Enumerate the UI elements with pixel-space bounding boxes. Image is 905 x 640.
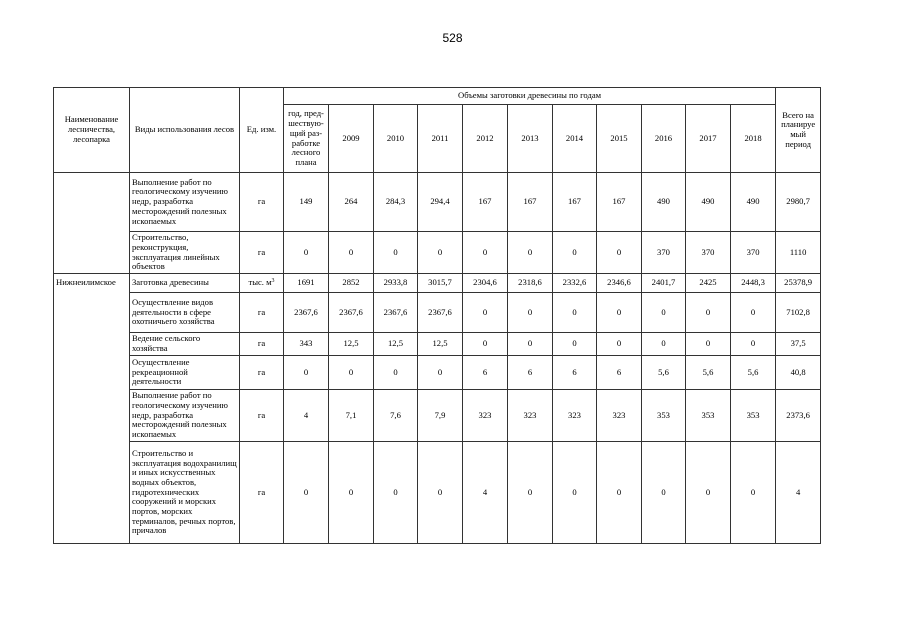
value-cell: 2346,6: [597, 274, 642, 293]
value-cell: 2304,6: [463, 274, 508, 293]
header-year: 2012: [463, 105, 508, 173]
value-cell: 2367,6: [418, 293, 463, 333]
value-cell: 2425: [686, 274, 731, 293]
page-number: 528: [442, 31, 463, 45]
value-cell: 264: [329, 173, 374, 232]
kind-cell: Выполнение работ по геологическому изучению недр, разработка месторождений полезных ископаемых: [130, 173, 240, 232]
value-cell: 323: [463, 390, 508, 442]
kind-cell: Строительство, реконструкция, эксплуатация линейных объектов: [130, 232, 240, 274]
value-cell: 0: [508, 333, 553, 356]
value-cell: 490: [642, 173, 686, 232]
value-cell: 2367,6: [284, 293, 329, 333]
unit-cell: га: [240, 442, 284, 544]
value-cell: 0: [508, 293, 553, 333]
value-cell: 0: [553, 293, 597, 333]
value-cell: 167: [597, 173, 642, 232]
value-cell: 0: [731, 442, 776, 544]
forestry-cell: [54, 333, 130, 356]
value-cell: 5,6: [686, 356, 731, 390]
value-cell: 0: [686, 442, 731, 544]
total-cell: 40,8: [776, 356, 821, 390]
value-cell: 0: [374, 356, 418, 390]
value-cell: 2318,6: [508, 274, 553, 293]
value-cell: 2852: [329, 274, 374, 293]
kind-cell: Выполнение работ по геологическому изучению недр, разработка месторождений полезных ископаемых: [130, 390, 240, 442]
value-cell: 6: [508, 356, 553, 390]
unit-cell: га: [240, 390, 284, 442]
header-year: 2017: [686, 105, 731, 173]
value-cell: 353: [642, 390, 686, 442]
value-cell: 149: [284, 173, 329, 232]
header-year: 2013: [508, 105, 553, 173]
value-cell: 0: [418, 442, 463, 544]
value-cell: 7,1: [329, 390, 374, 442]
value-cell: 0: [284, 356, 329, 390]
value-cell: 0: [418, 232, 463, 274]
value-cell: 0: [731, 293, 776, 333]
value-cell: 0: [731, 333, 776, 356]
value-cell: 0: [329, 356, 374, 390]
forestry-cell: Нижнеилимское: [54, 274, 130, 293]
forestry-cell: [54, 293, 130, 333]
forestry-cell: [54, 442, 130, 544]
total-cell: 7102,8: [776, 293, 821, 333]
value-cell: 370: [686, 232, 731, 274]
header-year: 2016: [642, 105, 686, 173]
table-row: [54, 333, 821, 356]
value-cell: 0: [553, 333, 597, 356]
value-cell: 0: [597, 293, 642, 333]
table-row: [54, 173, 821, 232]
value-cell: 2933,8: [374, 274, 418, 293]
total-cell: 2980,7: [776, 173, 821, 232]
value-cell: 0: [463, 333, 508, 356]
value-cell: 2332,6: [553, 274, 597, 293]
value-cell: 0: [553, 232, 597, 274]
value-cell: 353: [731, 390, 776, 442]
value-cell: 167: [553, 173, 597, 232]
unit-cell: [240, 274, 284, 293]
value-cell: 6: [463, 356, 508, 390]
value-cell: 0: [284, 442, 329, 544]
value-cell: 0: [642, 333, 686, 356]
value-cell: 167: [463, 173, 508, 232]
value-cell: 353: [686, 390, 731, 442]
value-cell: 2448,3: [731, 274, 776, 293]
unit-cell: га: [240, 232, 284, 274]
value-cell: 0: [374, 232, 418, 274]
header-year: 2015: [597, 105, 642, 173]
header-prev-year: год, пред-шествую-щий раз-работке лесного плана: [284, 105, 329, 173]
value-cell: 323: [508, 390, 553, 442]
header-volumes-group: Объемы заготовки древесины по годам: [284, 88, 776, 105]
table-row: [54, 293, 821, 333]
table-row: [54, 390, 821, 442]
value-cell: 370: [642, 232, 686, 274]
value-cell: 0: [553, 442, 597, 544]
table-row: [54, 442, 821, 544]
value-cell: 0: [597, 232, 642, 274]
value-cell: 490: [686, 173, 731, 232]
value-cell: 0: [284, 232, 329, 274]
value-cell: 6: [553, 356, 597, 390]
unit-cell: га: [240, 173, 284, 232]
value-cell: 4: [284, 390, 329, 442]
unit-cell: га: [240, 333, 284, 356]
value-cell: 0: [597, 442, 642, 544]
total-cell: 1110: [776, 232, 821, 274]
kind-cell: Осуществление видов деятельности в сфере охотничьего хозяйства: [130, 293, 240, 333]
value-cell: 2367,6: [374, 293, 418, 333]
value-cell: 323: [553, 390, 597, 442]
value-cell: 5,6: [731, 356, 776, 390]
value-cell: 343: [284, 333, 329, 356]
kind-cell: Ведение сельского хозяйства: [130, 333, 240, 356]
value-cell: 1691: [284, 274, 329, 293]
total-cell: 4: [776, 442, 821, 544]
value-cell: 0: [642, 293, 686, 333]
total-cell: 2373,6: [776, 390, 821, 442]
header-unit: Ед. изм.: [240, 88, 284, 173]
kind-cell: Заготовка древесины: [130, 274, 240, 293]
header-year: 2018: [731, 105, 776, 173]
unit-text: тыс. м: [248, 277, 272, 288]
value-cell: 0: [642, 442, 686, 544]
forestry-cell: [54, 173, 130, 232]
forestry-cell: [54, 390, 130, 442]
value-cell: 294,4: [418, 173, 463, 232]
table-row: [54, 274, 821, 293]
header-year: 2009: [329, 105, 374, 173]
kind-cell: Строительство и эксплуатация водохранилищ и иных искусственных водных объектов, гидротехнических сооружений и морских портов, морских терминалов, речных портов, причалов: [130, 442, 240, 544]
timber-volume-table: [53, 87, 821, 544]
value-cell: 370: [731, 232, 776, 274]
value-cell: 490: [731, 173, 776, 232]
unit-cell: га: [240, 293, 284, 333]
value-cell: 0: [508, 442, 553, 544]
header-year: 2011: [418, 105, 463, 173]
unit-cell: га: [240, 356, 284, 390]
unit-superscript: 3: [271, 278, 275, 285]
value-cell: 0: [508, 232, 553, 274]
total-cell: 37,5: [776, 333, 821, 356]
value-cell: 0: [418, 356, 463, 390]
value-cell: 7,6: [374, 390, 418, 442]
table-row: [54, 232, 821, 274]
value-cell: 3015,7: [418, 274, 463, 293]
header-year: 2010: [374, 105, 418, 173]
value-cell: 12,5: [418, 333, 463, 356]
value-cell: 6: [597, 356, 642, 390]
value-cell: 2367,6: [329, 293, 374, 333]
value-cell: 323: [597, 390, 642, 442]
value-cell: 0: [463, 232, 508, 274]
forestry-cell: [54, 356, 130, 390]
value-cell: 4: [463, 442, 508, 544]
value-cell: 0: [463, 293, 508, 333]
value-cell: 12,5: [374, 333, 418, 356]
value-cell: 0: [686, 333, 731, 356]
value-cell: 7,9: [418, 390, 463, 442]
forestry-cell: [54, 232, 130, 274]
value-cell: 284,3: [374, 173, 418, 232]
header-year: 2014: [553, 105, 597, 173]
value-cell: 2401,7: [642, 274, 686, 293]
total-cell: 25378,9: [776, 274, 821, 293]
value-cell: 167: [508, 173, 553, 232]
table-row: [54, 356, 821, 390]
value-cell: 0: [329, 232, 374, 274]
header-total: Всего на планируе мый период: [776, 88, 821, 173]
value-cell: 0: [374, 442, 418, 544]
header-forestry: Наименование лесничества, лесопарка: [54, 88, 130, 173]
kind-cell: Осуществление рекреационной деятельности: [130, 356, 240, 390]
header-kind: Виды использования лесов: [130, 88, 240, 173]
value-cell: 5,6: [642, 356, 686, 390]
value-cell: 12,5: [329, 333, 374, 356]
value-cell: 0: [686, 293, 731, 333]
value-cell: 0: [329, 442, 374, 544]
value-cell: 0: [597, 333, 642, 356]
